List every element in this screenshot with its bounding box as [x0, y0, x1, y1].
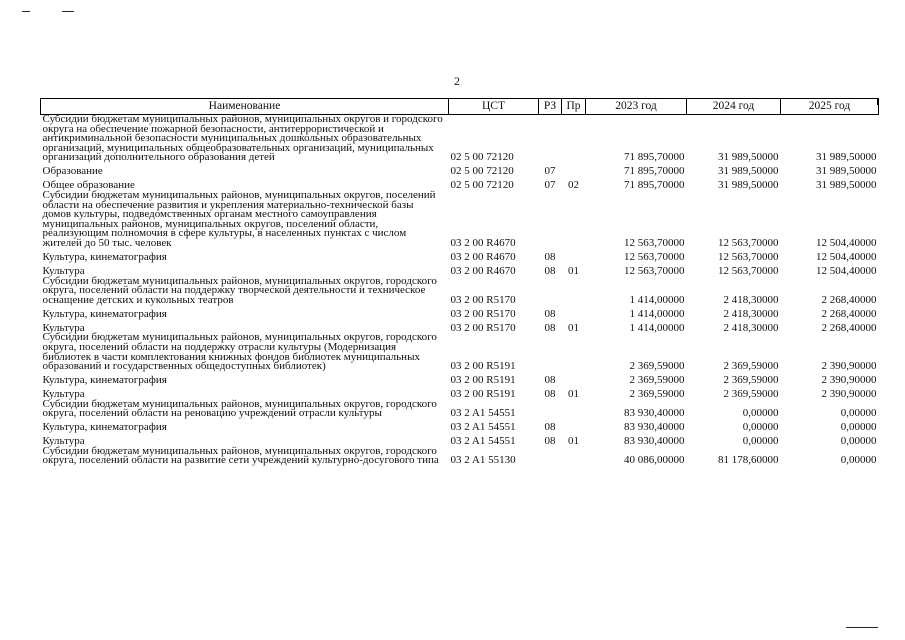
row-2023: 40 086,00000 [624, 454, 685, 467]
row-pr [562, 305, 586, 319]
row-cst: 02 5 00 72120 [450, 151, 514, 164]
row-pr [562, 333, 586, 371]
row-2023: 71 895,70000 [624, 165, 685, 178]
row-rz: 08 [544, 264, 556, 277]
row-2024: 2 418,30000 [723, 307, 779, 320]
row-2025: 31 989,50000 [816, 151, 877, 164]
row-cst: 03 2 00 R4670 [450, 250, 516, 263]
row-pr [562, 191, 586, 249]
row-name: Субсидии бюджетам муниципальных районов, муниципальных округов, городского округа, поселений области на развитие сети учреждений культурно-досугового типа [42, 444, 439, 467]
header-2025: 2025 год [781, 99, 879, 115]
row-2025: 2 268,40000 [821, 293, 877, 306]
table-row [41, 372, 879, 386]
row-cst: 03 2 00 R5170 [450, 321, 516, 334]
header-2023: 2023 год [586, 99, 687, 115]
row-pr [562, 115, 586, 163]
row-2024: 2 369,59000 [723, 374, 779, 387]
budget-table [40, 98, 879, 466]
edge-tick [877, 99, 878, 105]
row-rz [539, 191, 562, 249]
table-row [41, 115, 879, 163]
row-2024: 2 369,59000 [723, 388, 779, 401]
table-row [41, 163, 879, 177]
row-2024: 2 369,59000 [723, 360, 779, 373]
row-rz: 08 [544, 421, 556, 434]
row-cst: 03 2 A1 54551 [450, 407, 516, 420]
row-2024: 12 563,70000 [718, 236, 779, 249]
row-name: Культура, кинематография [42, 307, 167, 320]
row-2024: 0,00000 [742, 407, 779, 420]
row-name: Культура [42, 264, 85, 277]
row-2025: 2 390,90000 [821, 360, 877, 373]
row-name: Субсидии бюджетам муниципальных районов, муниципальных округов, городского округа, поселений области на реновацию учреждений отрасли культуры [42, 397, 437, 420]
header-2024: 2024 год [687, 99, 781, 115]
table-row [41, 419, 879, 433]
row-rz: 07 [544, 165, 556, 178]
scan-mark-bottom [846, 627, 878, 628]
row-name: Культура, кинематография [42, 421, 167, 434]
row-pr: 01 [568, 321, 579, 334]
row-2023: 12 563,70000 [624, 250, 685, 263]
row-name: Культура, кинематография [42, 374, 167, 387]
row-pr [562, 277, 586, 306]
row-cst: 03 2 A1 55130 [450, 454, 516, 467]
row-2024: 12 563,70000 [718, 264, 779, 277]
row-2024: 12 563,70000 [718, 250, 779, 263]
row-rz: 08 [544, 388, 556, 401]
row-rz: 08 [544, 307, 556, 320]
row-pr [562, 372, 586, 386]
row-2024: 2 418,30000 [723, 293, 779, 306]
row-cst: 02 5 00 72120 [450, 179, 514, 192]
table-row [41, 333, 879, 371]
row-2023: 2 369,59000 [629, 374, 685, 387]
table-row [41, 191, 879, 249]
row-pr [562, 163, 586, 177]
row-2023: 83 930,40000 [624, 421, 685, 434]
row-pr: 01 [568, 388, 579, 401]
row-2024: 31 989,50000 [718, 165, 779, 178]
row-2023: 12 563,70000 [624, 264, 685, 277]
row-name: Общее образование [42, 179, 135, 192]
row-2025: 12 504,40000 [816, 264, 877, 277]
row-2023: 1 414,00000 [629, 321, 685, 334]
row-2023: 71 895,70000 [624, 151, 685, 164]
row-rz [539, 333, 562, 371]
row-2023: 2 369,59000 [629, 360, 685, 373]
row-cst: 03 2 00 R5191 [450, 388, 516, 401]
row-rz [539, 447, 562, 466]
table-row [41, 249, 879, 263]
scan-mark-right [62, 11, 74, 12]
row-cst: 03 2 00 R4670 [450, 236, 516, 249]
header-pr: Пр [562, 99, 586, 115]
row-2024: 0,00000 [742, 435, 779, 448]
row-pr: 02 [568, 179, 579, 192]
row-2025: 12 504,40000 [816, 236, 877, 249]
row-name: Субсидии бюджетам муниципальных районов, муниципальных округов, городского округа, поселений области на поддержку отрасли культуры (Модернизация библиотек в части комплектования книжных фондов библиотек муниципальных образований и государственных общедоступных библиотек) [42, 331, 437, 373]
header-cst: ЦСТ [449, 99, 539, 115]
row-cst: 02 5 00 72120 [450, 165, 514, 178]
row-2024: 31 989,50000 [718, 151, 779, 164]
row-cst: 03 2 A1 54551 [450, 421, 516, 434]
row-2025: 2 390,90000 [821, 374, 877, 387]
row-cst: 03 2 00 R5191 [450, 374, 516, 387]
row-2023: 71 895,70000 [624, 179, 685, 192]
row-2024: 2 418,30000 [723, 321, 779, 334]
row-2024: 0,00000 [742, 421, 779, 434]
row-rz: 08 [544, 435, 556, 448]
row-2023: 12 563,70000 [624, 236, 685, 249]
header-rz: РЗ [539, 99, 562, 115]
row-2025: 12 504,40000 [816, 250, 877, 263]
row-2024: 81 178,60000 [718, 454, 779, 467]
row-cst: 03 2 00 R4670 [450, 264, 516, 277]
row-2023: 83 930,40000 [624, 407, 685, 420]
row-pr [562, 249, 586, 263]
row-name: Культура, кинематография [42, 250, 167, 263]
row-rz [539, 115, 562, 163]
scan-mark-left [22, 11, 30, 12]
row-2024: 31 989,50000 [718, 179, 779, 192]
row-name: Культура [42, 388, 85, 401]
row-2025: 0,00000 [840, 454, 877, 467]
row-rz [539, 277, 562, 306]
page-number: 2 [454, 74, 460, 88]
row-name: Образование [42, 165, 103, 178]
row-2025: 0,00000 [840, 421, 877, 434]
row-2025: 0,00000 [840, 407, 877, 420]
row-2023: 83 930,40000 [624, 435, 685, 448]
row-name: Культура [42, 435, 85, 448]
row-name: Субсидии бюджетам муниципальных районов, муниципальных округов, городского округа, поселений области на поддержку творческой деятельности и техническое оснащение детских и кукольных театров [42, 274, 437, 306]
row-2023: 1 414,00000 [629, 307, 685, 320]
row-2023: 1 414,00000 [629, 293, 685, 306]
row-2025: 31 989,50000 [816, 165, 877, 178]
table-row [41, 305, 879, 319]
row-rz: 08 [544, 250, 556, 263]
row-pr [562, 419, 586, 433]
row-2025: 2 390,90000 [821, 388, 877, 401]
row-2025: 0,00000 [840, 435, 877, 448]
row-cst: 03 2 00 R5170 [450, 293, 516, 306]
row-cst: 03 2 00 R5191 [450, 360, 516, 373]
table-row [41, 277, 879, 306]
row-name: Культура [42, 321, 85, 334]
row-2025: 31 989,50000 [816, 179, 877, 192]
row-pr: 01 [568, 435, 579, 448]
header-name: Наименование [41, 99, 449, 115]
row-name: Субсидии бюджетам муниципальных районов, муниципальных округов, поселений области на обеспечение развития и укрепления материально-технической базы домов культуры, подведомственных органам местного самоуправления муниципальных районов, муниципальных округов, поселений области, реализующим полномочия в сфере культуры, в населенных пунктах с числом жителей до 50 тыс. человек [42, 188, 436, 249]
row-pr [562, 447, 586, 466]
row-rz [539, 400, 562, 419]
row-name: Субсидии бюджетам муниципальных районов, муниципальных округов и городского округа на обеспечение пожарной безопасности, антитеррористической и антикриминальной безопасности муниципальных дошкольных образовательных организаций, муниципальных общеобразовательных организаций, муниципальных организаций дополнительного образования детей [42, 113, 443, 164]
table-row [41, 447, 879, 466]
table-body [41, 115, 879, 467]
row-2025: 2 268,40000 [821, 307, 877, 320]
row-pr: 01 [568, 264, 579, 277]
row-rz: 08 [544, 374, 556, 387]
row-rz: 07 [544, 179, 556, 192]
table-row [41, 400, 879, 419]
row-cst: 03 2 00 R5170 [450, 307, 516, 320]
row-pr [562, 400, 586, 419]
row-rz: 08 [544, 321, 556, 334]
row-2023: 2 369,59000 [629, 388, 685, 401]
row-2025: 2 268,40000 [821, 321, 877, 334]
row-cst: 03 2 A1 54551 [450, 435, 516, 448]
